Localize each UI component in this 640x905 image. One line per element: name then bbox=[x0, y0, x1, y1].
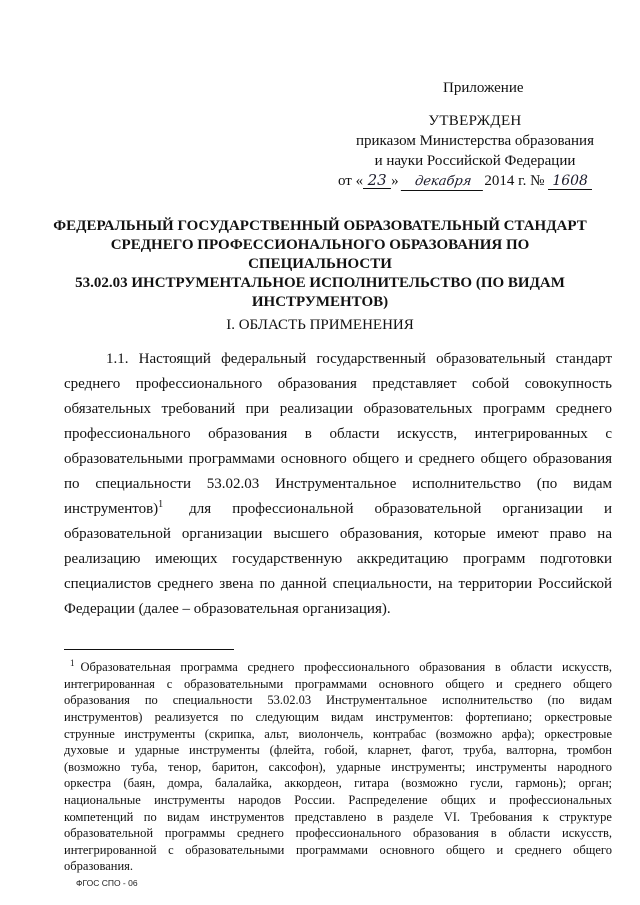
footnote-1 bbox=[64, 655, 612, 875]
handwritten-day: 23 bbox=[363, 172, 391, 189]
footnote-line: инструментов) реализуется по следующим видам инструментов: фортепиано; оркестровые bbox=[64, 709, 612, 724]
footnote-line: интегрированная с образовательными программами основного общего и среднего общего bbox=[64, 676, 612, 691]
footnote-line: струнные инструменты (скрипка, альт, виолончель, контрабас (возможно арфа); оркестровые bbox=[64, 726, 612, 741]
approved-label: УТВЕРЖДЕН bbox=[428, 113, 522, 129]
order-line-2: и науки Российской Федерации bbox=[374, 153, 576, 169]
document-title bbox=[40, 217, 600, 312]
paragraph-line: Федерации (далее – образовательная организация). bbox=[64, 601, 391, 617]
footnote-line: духовые и ударные инструменты (флейта, гобой, кларнет, фагот, труба, валторна, тромбон bbox=[64, 743, 612, 758]
paragraph-line: 1.1. Настоящий федеральный государственный образовательный стандарт bbox=[106, 351, 612, 367]
paragraph-line: профессионального образования в области искусств, интегрированных с bbox=[64, 426, 612, 442]
paragraph-line: по специальности 53.02.03 Инструментальное исполнительство (по видам bbox=[64, 476, 612, 492]
approval-stamp-block bbox=[330, 111, 620, 191]
footnote-line: национальные инструменты народов России. Распределение общих и профессиональных bbox=[64, 792, 612, 807]
footnote-reference[interactable]: 1 bbox=[158, 499, 164, 510]
paragraph-text-segment bbox=[189, 497, 612, 522]
paragraph-line: среднего профессионального образования представляет собой совокупность bbox=[64, 376, 612, 392]
year-text: 2014 г. № bbox=[484, 173, 545, 189]
footnote-line: образования по специальности 53.02.03 Инструментальное исполнительство (по видам bbox=[64, 693, 612, 708]
footnote-anchor-text bbox=[64, 497, 163, 522]
paragraph-text-segment: инструментов) bbox=[64, 501, 159, 517]
footnote-line: образовательной программы среднего профессионального образования в области искусств, bbox=[64, 826, 612, 841]
title-line-3: 53.02.03 ИНСТРУМЕНТАЛЬНОЕ ИСПОЛНИТЕЛЬСТВО (ПО ВИДАМ bbox=[75, 275, 565, 291]
footnote-line: компетенций по видам инструментов представлено в разделе VI. Требования к структуре bbox=[64, 809, 612, 824]
paragraph-line: образовательной организации высшего образования, которые имеют право на bbox=[64, 526, 612, 542]
appendix-label: Приложение bbox=[443, 80, 524, 96]
footnote-line: (возможно туба, тенор, баритон, саксофон), ударные инструменты; инструменты народного bbox=[64, 759, 612, 774]
date-prefix: от « bbox=[338, 173, 364, 189]
paragraph-line: образовательными программами основного общего и среднего общего образования bbox=[64, 451, 612, 467]
handwritten-month: декабря bbox=[401, 174, 485, 191]
footnote-line: интегрированной с образовательными программами основного общего и среднего общего bbox=[64, 842, 612, 857]
paragraph-line-with-footnote bbox=[64, 497, 612, 522]
paragraph-text-rest: для профессиональной образовательной организации и bbox=[189, 501, 612, 517]
title-line-4: ИНСТРУМЕНТОВ) bbox=[251, 294, 389, 310]
date-close-quote: » bbox=[391, 173, 399, 189]
paragraph-line: специалистов среднего звена по данной специальности, на территории Российской bbox=[64, 576, 612, 592]
handwritten-order-number: 1608 bbox=[548, 173, 592, 190]
title-line-2: СРЕДНЕГО ПРОФЕССИОНАЛЬНОГО ОБРАЗОВАНИЯ ПО СПЕЦИАЛЬНОСТИ bbox=[110, 237, 530, 272]
paragraph-line: реализацию имеющих государственную аккредитацию программ подготовки bbox=[64, 551, 612, 567]
footnote-text: Образовательная программа среднего профессионального образования в области искусств, bbox=[80, 660, 612, 675]
footer-doc-code: ФГОС СПО - 06 bbox=[76, 878, 138, 888]
footnote-mark: 1 bbox=[70, 658, 75, 668]
paragraph-line: обязательных требований при реализации образовательных программ среднего bbox=[64, 401, 612, 417]
order-date-line bbox=[330, 171, 620, 191]
footnote-line bbox=[64, 655, 612, 676]
title-line-1: ФЕДЕРАЛЬНЫЙ ГОСУДАРСТВЕННЫЙ ОБРАЗОВАТЕЛЬНЫЙ СТАНДАРТ bbox=[53, 218, 587, 234]
footnote-line: образования. bbox=[64, 859, 134, 874]
footnote-line: оркестра (баян, домра, балалайка, аккордеон, гитара (возможно гусли, гармонь); орган; bbox=[64, 776, 612, 791]
section-heading: I. ОБЛАСТЬ ПРИМЕНЕНИЯ bbox=[226, 317, 414, 333]
order-line-1: приказом Министерства образования bbox=[356, 133, 594, 149]
footnote-divider bbox=[64, 649, 234, 650]
paragraph-1-1 bbox=[64, 347, 612, 622]
